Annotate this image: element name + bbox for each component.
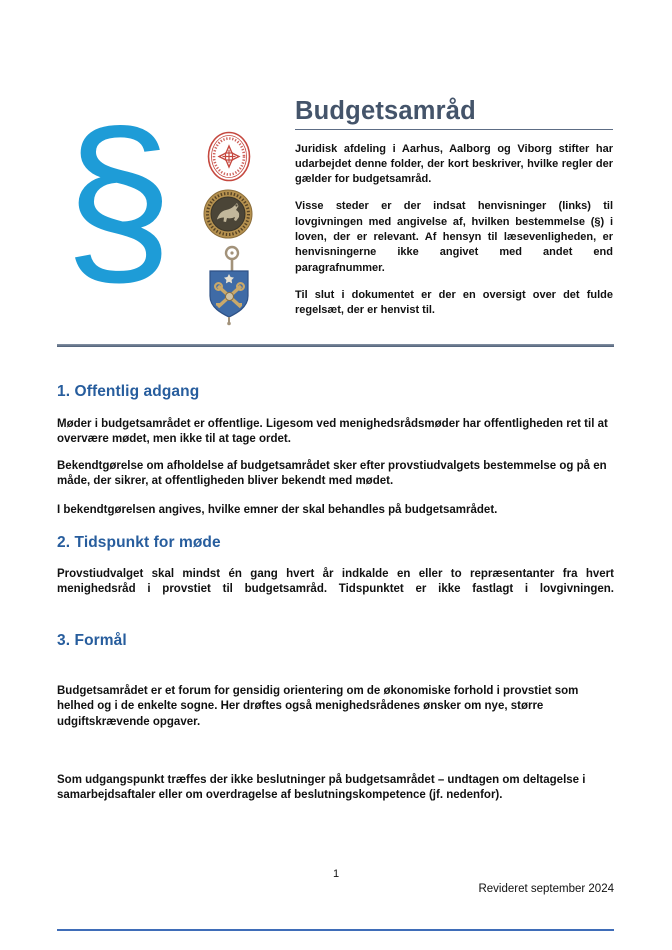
section-heading-tidspunkt-for-mode: 2. Tidspunkt for møde [57, 534, 221, 551]
section-paragraph: Møder i budgetsamrådet er offentlige. Ligesom ved menighedsrådsmøder har offentligheden ret til at overvære mødet, men ikke til at tage ordet. [57, 418, 608, 446]
section-heading-offentlig-adgang: 1. Offentlig adgang [57, 383, 200, 400]
section-paragraph: Provstiudvalget skal mindst én gang hvert år indkalde en eller to repræsentanter fra hvert menighedsråd i provstiet til budgetsamråd. Tidspunktet er ikke fastlagt i lovgivningen. [57, 568, 614, 596]
viborg-stift-arms-icon [205, 244, 253, 326]
paragraph-symbol-icon: § [64, 90, 174, 309]
section-paragraph: I bekendtgørelsen angives, hvilke emner der skal behandles på budgetsamrådet. [57, 504, 498, 516]
section-heading-formal: 3. Formål [57, 632, 127, 649]
aalborg-stift-seal-icon [203, 189, 253, 239]
revision-note: Revideret september 2024 [478, 883, 614, 895]
section-separator-rule [57, 344, 614, 347]
section-paragraph: Bekendtgørelse om afholdelse af budgetsamrådet sker efter provstiudvalgets bestemmelse og på en måde, der sikrer, at offentligheden bliver bekendt med mødet. [57, 460, 607, 488]
intro-paragraph: Til slut i dokumentet er der en oversigt over det fulde regelsæt, der er henvist til. [295, 288, 613, 317]
page-title: Budgetsamråd [295, 97, 476, 125]
intro-paragraph: Visse steder er der indsat henvisninger (links) til lovgivningen med angivelse af, hvilken bestemmelse (§) i loven, der er relevant. Af hensyn til læsevenligheden, er henvisningerne ikke angivet med andet end paragrafnummer. [295, 200, 613, 274]
title-underline [295, 129, 613, 130]
section-paragraph: Som udgangspunkt træffes der ikke beslutninger på budgetsamrådet – undtagen om deltagelse i samarbejdsaftaler eller om overdragelse af beslutningskompetence (jf. nedenfor). [57, 774, 586, 802]
section-paragraph: Budgetsamrådet er et forum for gensidig orientering om de økonomiske forhold i provstiet som helhed og i de enkelte sogne. Her drøftes også menighedsrådenes ønsker om nye, større udgiftskrævende opgaver. [57, 685, 579, 728]
hero-text-column [295, 96, 613, 319]
page-number: 1 [332, 868, 340, 880]
footer-rule [57, 929, 614, 931]
aarhus-stift-seal-icon [207, 131, 251, 182]
intro-paragraph: Juridisk afdeling i Aarhus, Aalborg og Viborg stifter har udarbejdet denne folder, der kort beskriver, hvilke regler der gælder for budgetsamråd. [295, 142, 613, 186]
